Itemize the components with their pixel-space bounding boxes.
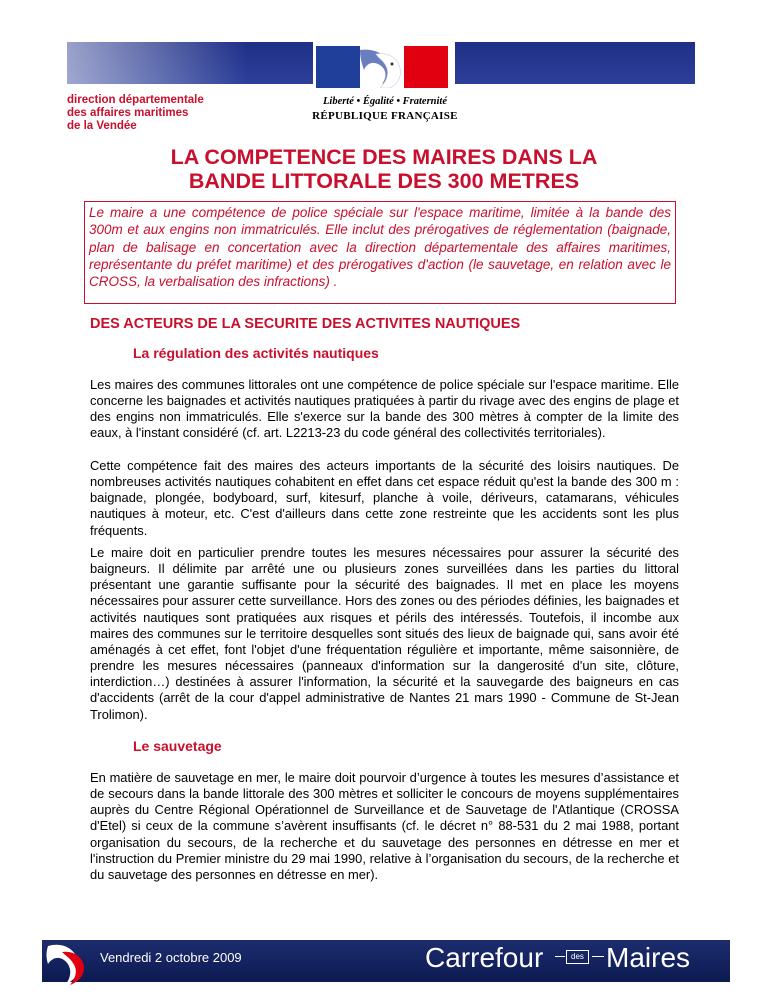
footer-date: Vendredi 2 octobre 2009 bbox=[100, 950, 242, 965]
document-title bbox=[80, 145, 688, 193]
brand-carrefour: Carrefour bbox=[425, 942, 544, 973]
marianne-footer-icon bbox=[40, 938, 100, 986]
organisation-name bbox=[67, 94, 204, 133]
intro-text: Le maire a une compétence de police spéciale sur l'espace maritime, limitée à la bande des 300m et aux engins non immatriculés. Elle inclut des prérogatives de réglementation (baignade, plan de balisage en concertation avec la direction départementale des affaires maritimes, représentante du préfet maritime) et des prérogatives d'action (le sauvetage, en relation avec le CROSS, la verbalisation des infractions) . bbox=[89, 205, 671, 290]
body-paragraph: En matière de sauvetage en mer, le maire doit pourvoir d’urgence à toutes les mesures d’assistance et de secours dans la bande littorale des 300 mètres et solliciter le concours de moyens supplémentaires auprès du Centre Régional Opérationnel de Surveillance et de Sauvetage de l'Atlantique (CROSSA d'Etel) si ceux de la commune s’avèrent insuffisants (cf. le décret n° 88-531 du 2 mai 1988, portant organisation du secours, de la recherche et du sauvetage des personnes en détresse en mer et l'instruction du Premier ministre du 29 mai 1990, relative à l’organisation du secours, de la recherche et du sauvetage des personnes en détresse en mer). bbox=[90, 770, 679, 882]
body-paragraph: Les maires des communes littorales ont une compétence de police spéciale sur l'espace maritime. Elle concerne les baignades et activités nautiques pratiquées à partir du rivage avec des engins de plage et des engins non immatriculés. Elle s'exerce sur la bande des 300 mètres à compter de la limite des eaux, à l'instant considéré (cf. art. L2213-23 du code général des collectivités territoriales). bbox=[90, 377, 679, 441]
body-paragraph: Le maire doit en particulier prendre toutes les mesures nécessaires pour assurer la sécurité des baigneurs. Il délimite par arrêté une ou plusieurs zones surveillées dans les parties du littoral présentant une garantie suffisante pour la sécurité des baignades. Il met en place les moyens nécessaires pour assurer cette surveillance. Hors des zones ou des périodes définies, les baignades et activités nautiques sont pratiquées aux risques et périls des intéressés. Toutefois, il incombe aux maires des communes sur le territoire desquelles sont situés des lieux de baignade qui, sans avoir été aménagés à cet effet, font l'objet d'une fréquentation régulière et importante, même saisonnière, de prendre les mesures nécessaires (panneaux d'information sur la dangerosité d'un site, clôture, interdiction…) destinées à assurer l'information, la sécurité et la sauvegarde des baigneurs en cas d'accidents (arrêt de la cour d'appel administrative de Nantes 21 mars 1990 - Commune de St-Jean Trolimon). bbox=[90, 545, 680, 722]
title-line: BANDE LITTORALE DES 300 METRES bbox=[188, 169, 580, 193]
marianne-logo-icon bbox=[316, 46, 448, 88]
brand-maires: Maires bbox=[606, 942, 691, 973]
brand-des: des bbox=[566, 950, 589, 964]
organisation-line: des affaires maritimes bbox=[67, 107, 189, 119]
body-paragraph: Cette compétence fait des maires des acteurs importants de la sécurité des loisirs nautiques. De nombreuses activités nautiques cohabitent en effet dans cet espace réduit qu'est la bande des 300 m : baignade, plongée, bodyboard, surf, kitesurf, planche à voile, dériveurs, catamarans, véhicules nautiques à moteur, etc. C'est d'ailleurs dans cette zone restreinte que les accidents sont les plus fréquents. bbox=[90, 458, 679, 538]
title-line: LA COMPETENCE DES MAIRES DANS LA bbox=[170, 145, 598, 169]
rescue-heading: Le sauvetage bbox=[133, 738, 222, 754]
section-heading: DES ACTEURS DE LA SECURITE DES ACTIVITES NAUTIQUES bbox=[90, 316, 521, 332]
republic-motto: Liberté • Égalité • Fraternité bbox=[322, 96, 447, 107]
organisation-line: de la Vendée bbox=[67, 120, 137, 132]
intro-box bbox=[84, 201, 676, 304]
brand-divider bbox=[592, 956, 604, 957]
brand-divider bbox=[555, 956, 565, 957]
regulation-heading: La régulation des activités nautiques bbox=[133, 345, 379, 361]
republic-name: RÉPUBLIQUE FRANÇAISE bbox=[312, 110, 458, 122]
organisation-line: direction départementale bbox=[67, 94, 204, 106]
